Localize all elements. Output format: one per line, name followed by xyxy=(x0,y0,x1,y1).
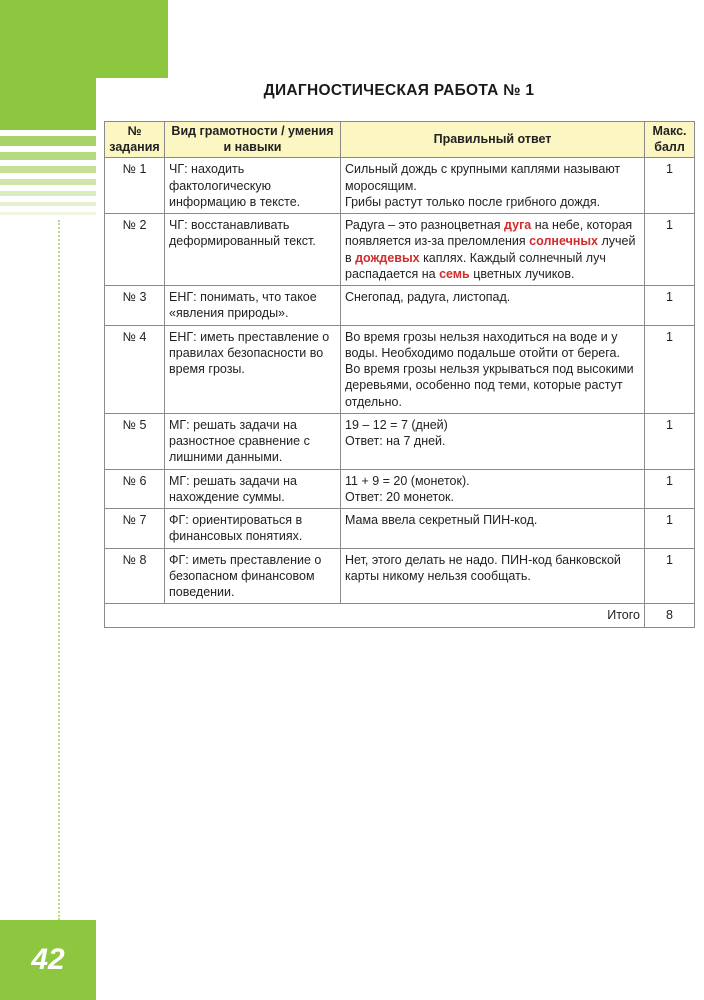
answer-text: на небе, которая появляется из-за преломления xyxy=(345,218,633,249)
task-skill: ФГ: иметь преставление о безопасном финансовом поведении. xyxy=(165,548,341,604)
answer-line: 19 – 12 = 7 (дней) xyxy=(345,417,448,432)
task-max-score: 1 xyxy=(645,214,695,286)
total-label: Итого xyxy=(105,604,645,627)
highlighted-word: семь xyxy=(439,266,470,281)
highlighted-word: дождевых xyxy=(355,250,420,265)
answer-text: Радуга – это разноцветная xyxy=(345,218,505,232)
answer-line: Нет, этого делать не надо. ПИН-код банковской карты никому нельзя сообщать. xyxy=(345,552,621,583)
answer-line: Мама ввела секретный ПИН-код. xyxy=(345,513,538,527)
task-answer xyxy=(341,286,645,326)
page-title: ДИАГНОСТИЧЕСКАЯ РАБОТА № 1 xyxy=(263,82,535,99)
answers-table xyxy=(104,121,695,628)
table-row xyxy=(105,548,695,604)
decorative-stripe xyxy=(0,152,96,160)
task-skill: МГ: решать задачи на нахождение суммы. xyxy=(165,469,341,509)
answer-text: цветных лучиков. xyxy=(469,266,575,281)
task-answer xyxy=(341,413,645,469)
task-answer xyxy=(341,469,645,509)
page-number-badge xyxy=(0,920,96,1000)
table-row xyxy=(105,509,695,549)
task-answer xyxy=(341,158,645,214)
decorative-stripe xyxy=(0,136,96,146)
answer-line: Ответ: 20 монеток. xyxy=(345,489,454,504)
header-skill: Вид грамотности / умения и навыки xyxy=(165,122,341,158)
highlighted-word: дуга xyxy=(504,218,532,232)
table-row xyxy=(105,286,695,326)
task-skill: ЕНГ: понимать, что такое «явления природы». xyxy=(165,286,341,326)
dotted-divider xyxy=(58,220,60,920)
task-skill: ЧГ: восстанавливать деформированный текст. xyxy=(165,214,341,286)
task-max-score: 1 xyxy=(645,509,695,549)
task-number: № 3 xyxy=(105,286,165,326)
decorative-stripe xyxy=(0,202,96,206)
page-number: 42 xyxy=(31,943,65,976)
task-number: № 4 xyxy=(105,325,165,413)
task-answer xyxy=(341,325,645,413)
total-row xyxy=(105,604,695,627)
task-number: № 2 xyxy=(105,214,165,286)
task-number: № 6 xyxy=(105,469,165,509)
task-answer xyxy=(341,214,645,286)
total-value: 8 xyxy=(645,604,695,627)
task-skill: ЧГ: находить фактологическую информацию в тексте. xyxy=(165,158,341,214)
answer-line: Снегопад, радуга, листопад. xyxy=(345,290,511,304)
task-number: № 1 xyxy=(105,158,165,214)
answer-text: лучей в xyxy=(345,234,636,265)
answer-line: Грибы растут только после грибного дождя. xyxy=(345,194,601,209)
task-max-score: 1 xyxy=(645,413,695,469)
answer-line: Ответ: на 7 дней. xyxy=(345,434,446,448)
corner-decoration xyxy=(0,0,168,78)
header-max-score: Макс. балл xyxy=(645,122,695,158)
task-max-score: 1 xyxy=(645,158,695,214)
task-max-score: 1 xyxy=(645,469,695,509)
task-skill: ФГ: ориентироваться в финансовых понятиях. xyxy=(165,509,341,549)
table-row xyxy=(105,325,695,413)
decorative-stripe xyxy=(0,179,96,185)
answer-line: Сильный дождь с крупными каплями называют моросящим. xyxy=(345,162,621,193)
task-skill: ЕНГ: иметь преставление о правилах безопасности во время грозы. xyxy=(165,325,341,413)
header-task-number: № задания xyxy=(105,122,165,158)
decorative-stripe xyxy=(0,191,96,196)
answer-line: 11 + 9 = 20 (монеток). xyxy=(345,473,470,488)
decorative-stripe xyxy=(0,166,96,173)
table-row xyxy=(105,469,695,509)
task-max-score: 1 xyxy=(645,548,695,604)
task-number: № 8 xyxy=(105,548,165,604)
header-answer: Правильный ответ xyxy=(341,122,645,158)
table-row xyxy=(105,413,695,469)
task-max-score: 1 xyxy=(645,286,695,326)
task-skill: МГ: решать задачи на разностное сравнение с лишними данными. xyxy=(165,413,341,469)
answer-line: Во время грозы нельзя укрываться под высокими деревьями, особенно под теми, которые растут отдельно. xyxy=(345,362,634,409)
task-number: № 7 xyxy=(105,509,165,549)
table-header-row xyxy=(105,122,695,158)
task-answer xyxy=(341,509,645,549)
decorative-stripe xyxy=(0,212,96,215)
highlighted-word: солнечных xyxy=(529,234,599,249)
task-answer xyxy=(341,548,645,604)
table-row xyxy=(105,214,695,286)
task-number: № 5 xyxy=(105,413,165,469)
answer-line: Во время грозы нельзя находиться на воде и у воды. Необходимо подальше отойти от берега. xyxy=(345,329,620,360)
table-row xyxy=(105,158,695,214)
answer-text: каплях. Каждый солнечный луч распадается на xyxy=(345,250,606,281)
left-green-bar xyxy=(0,78,96,130)
task-max-score: 1 xyxy=(645,325,695,413)
